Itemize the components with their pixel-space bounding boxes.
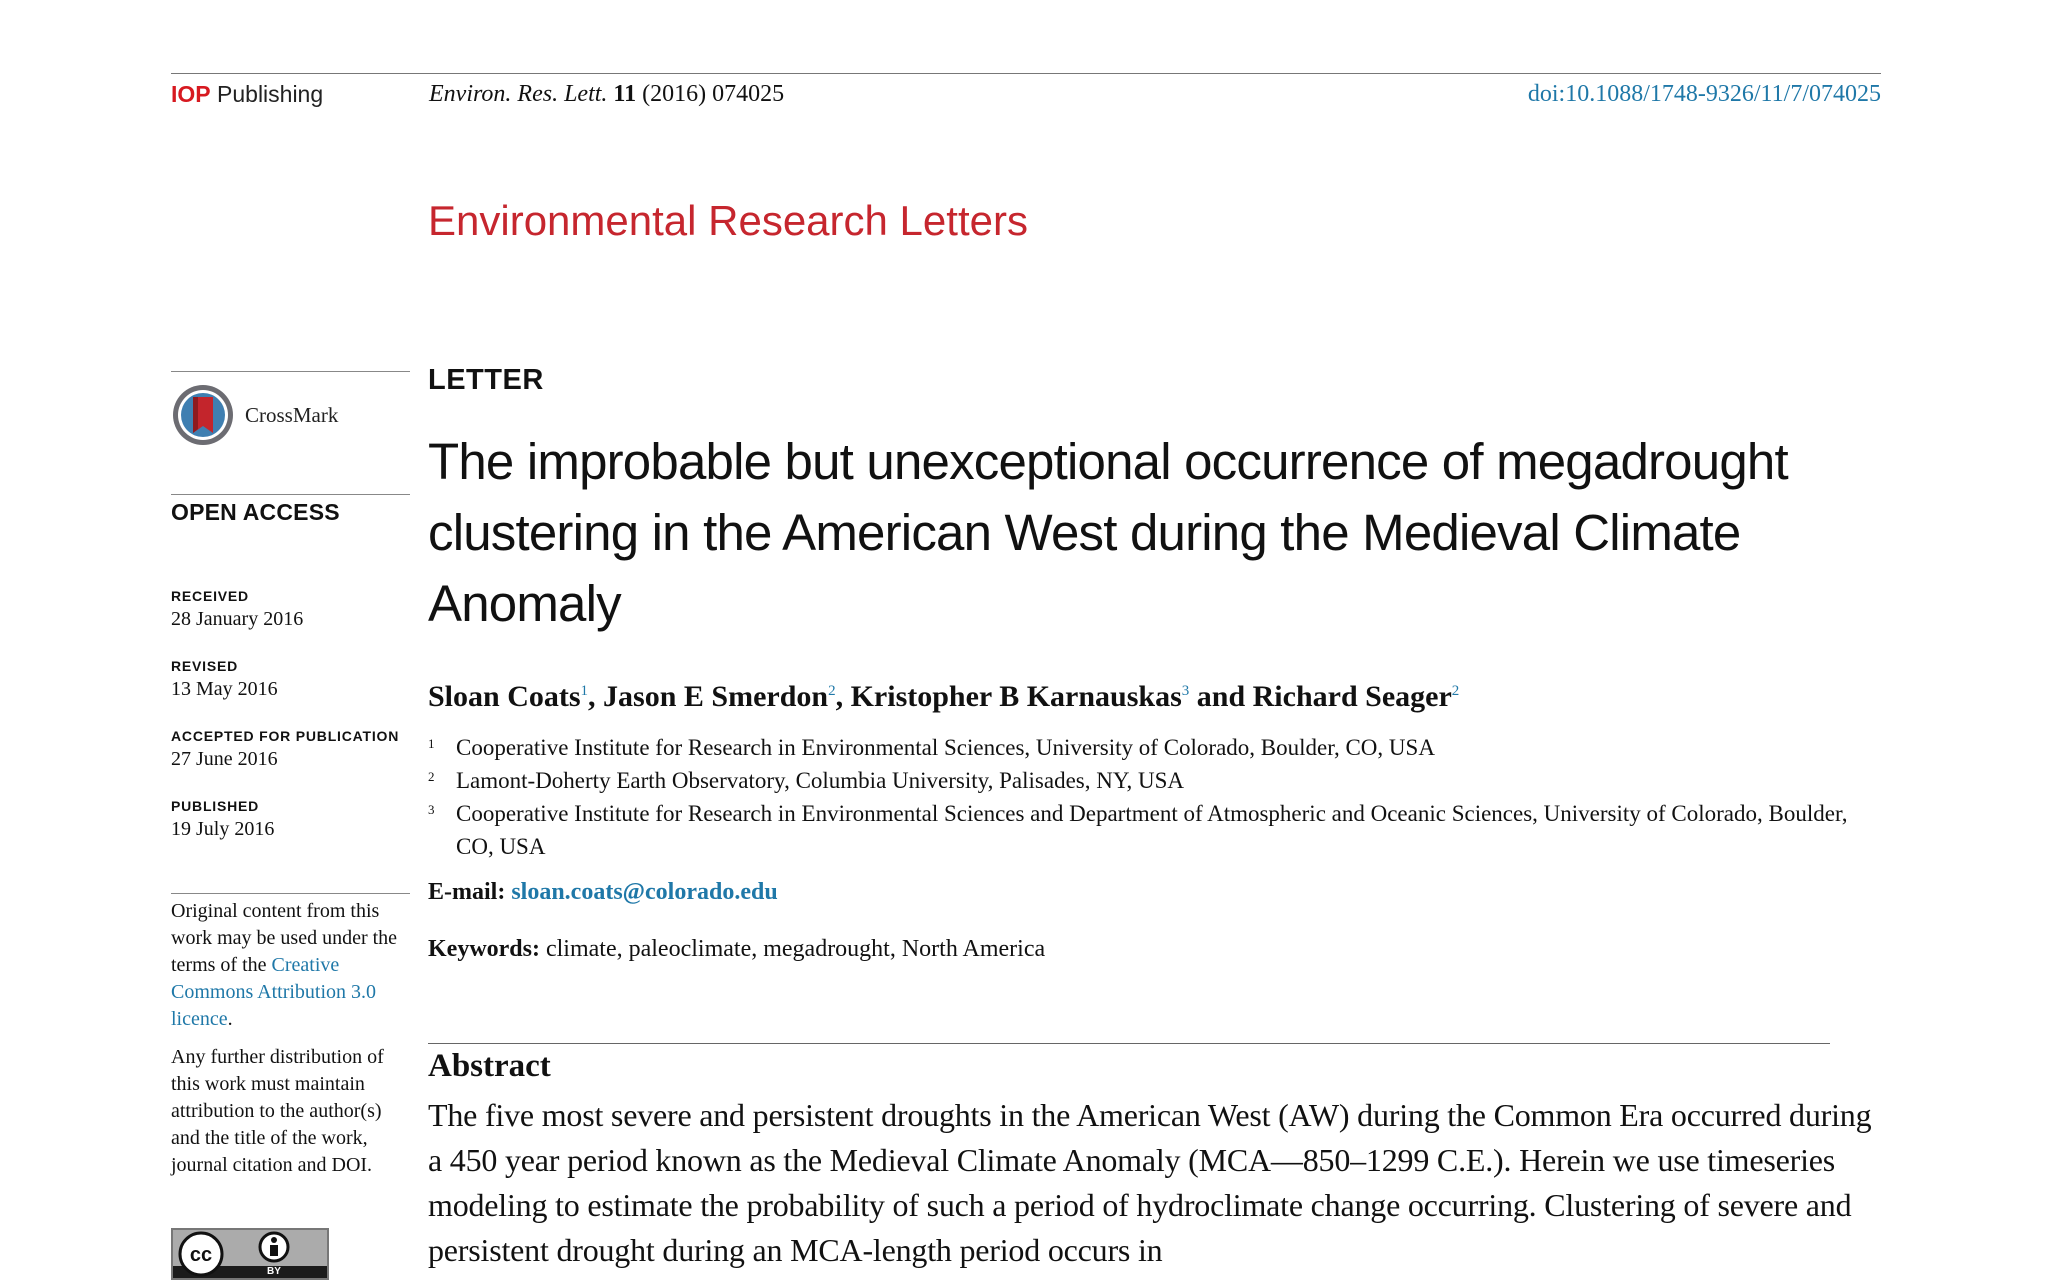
journal-abbrev: Environ. Res. Lett. bbox=[429, 81, 608, 107]
abstract-rule bbox=[428, 1043, 1830, 1044]
sidebar-rule-access bbox=[171, 494, 410, 495]
crossmark-icon bbox=[171, 383, 235, 447]
crossmark-label: CrossMark bbox=[245, 402, 339, 427]
journal-name: Environmental Research Letters bbox=[428, 197, 1028, 244]
journal-year-article: (2016) 074025 bbox=[642, 81, 785, 107]
publisher-word: Publishing bbox=[217, 81, 324, 107]
received-label: RECEIVED bbox=[171, 588, 249, 604]
license-link[interactable]: Creative Commons Attribution 3.0 licence bbox=[171, 954, 377, 1030]
svg-text:cc: cc bbox=[189, 1244, 213, 1266]
revised-date: 13 May 2016 bbox=[171, 678, 278, 700]
journal-citation bbox=[429, 79, 784, 109]
author-name[interactable]: Kristopher B Karnauskas bbox=[850, 680, 1182, 713]
author-separator: and bbox=[1189, 680, 1253, 713]
abstract-text: The five most severe and persistent droughts in the American West (AW) during the Common Era occurred during a 450 year period known as the Medieval Climate Anomaly (MCA—850–1299 C.E.). Herein we use timeseries modeling to estimate the probability of such a period of hydroclimate change occurring. Clustering of severe and persistent drought during an MCA-length period occurs in bbox=[428, 1097, 1872, 1268]
keywords-list: climate, paleoclimate, megadrought, North America bbox=[545, 936, 1046, 962]
license-end: . bbox=[227, 1008, 233, 1030]
email-label: E-mail: bbox=[428, 879, 506, 905]
article-type-label: LETTER bbox=[428, 364, 544, 396]
doi-link[interactable]: doi:10.1088/1748-9326/11/7/074025 bbox=[1527, 81, 1881, 107]
publisher-logo[interactable] bbox=[171, 79, 323, 109]
license-intro: Original content from this work may be used under the terms of the bbox=[171, 900, 398, 976]
author-affiliation-mark[interactable]: 2 bbox=[828, 683, 836, 699]
publisher-brand: IOP bbox=[171, 81, 211, 107]
cc-by-text: BY bbox=[267, 1266, 281, 1277]
author-affiliation-mark[interactable]: 1 bbox=[580, 683, 589, 699]
keywords-label: Keywords: bbox=[428, 936, 540, 962]
author-affiliation-mark[interactable]: 2 bbox=[1451, 683, 1460, 699]
author-name[interactable]: Sloan Coats bbox=[428, 680, 581, 713]
author-separator: , bbox=[588, 680, 604, 713]
accepted-label: ACCEPTED FOR PUBLICATION bbox=[171, 728, 400, 744]
open-access-label: OPEN ACCESS bbox=[171, 499, 340, 525]
cc-by-badge[interactable] bbox=[171, 1228, 329, 1280]
revised-label: REVISED bbox=[171, 658, 239, 674]
email-link[interactable]: sloan.coats@colorado.edu bbox=[511, 879, 778, 905]
affiliation-text: Cooperative Institute for Research in Environmental Sciences, University of Colorado, Boulder, CO, USA bbox=[456, 735, 1435, 760]
affiliation-text: Lamont-Doherty Earth Observatory, Columbia University, Palisades, NY, USA bbox=[456, 768, 1185, 793]
affiliation-number: 2 bbox=[428, 769, 435, 784]
author-name[interactable]: Richard Seager bbox=[1252, 680, 1452, 713]
received-date: 28 January 2016 bbox=[171, 608, 304, 630]
sidebar-rule-top bbox=[171, 371, 410, 372]
accepted-date: 27 June 2016 bbox=[171, 748, 278, 770]
sidebar-rule-license bbox=[171, 893, 410, 894]
crossmark-button[interactable] bbox=[171, 382, 338, 448]
author-affiliation-mark[interactable]: 3 bbox=[1181, 683, 1190, 699]
published-label: PUBLISHED bbox=[171, 798, 260, 814]
header-rule bbox=[171, 73, 1881, 74]
abstract-heading: Abstract bbox=[428, 1048, 551, 1084]
keywords bbox=[428, 936, 1045, 963]
author-separator: , bbox=[835, 680, 851, 713]
corresponding-email bbox=[428, 879, 778, 906]
affiliation-text: Cooperative Institute for Research in Environmental Sciences and Department of Atmospheric and Oceanic Sciences, University of Colorado, Boulder, CO, USA bbox=[456, 801, 1848, 859]
article-title: The improbable but unexceptional occurrence of megadrought clustering in the American West during the Medieval Climate Anomaly bbox=[428, 433, 1788, 632]
affiliation-number: 1 bbox=[428, 736, 435, 751]
published-date: 19 July 2016 bbox=[171, 818, 275, 840]
journal-volume: 11 bbox=[613, 81, 637, 107]
affiliation-number: 3 bbox=[428, 802, 435, 817]
distribution-note: Any further distribution of this work must maintain attribution to the author(s) and the title of the work, journal citation and DOI. bbox=[171, 1046, 384, 1176]
author-name[interactable]: Jason E Smerdon bbox=[603, 680, 829, 713]
author-list bbox=[428, 680, 1459, 714]
license-note bbox=[171, 898, 411, 1033]
